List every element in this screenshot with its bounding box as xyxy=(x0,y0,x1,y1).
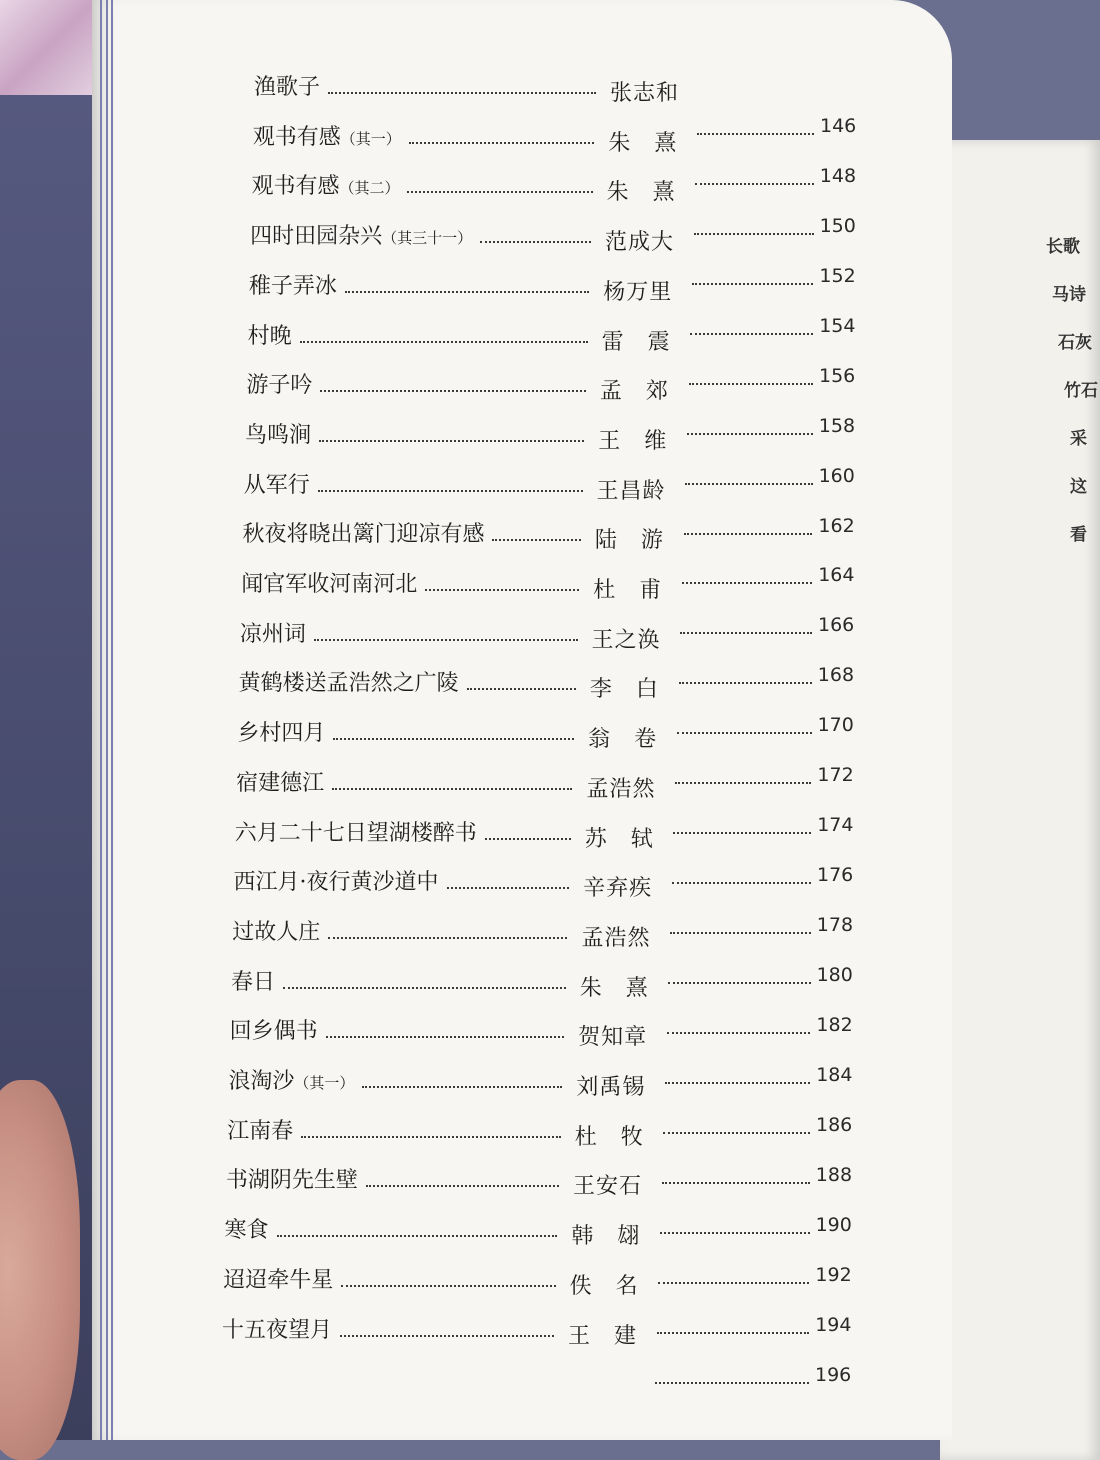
poem-title xyxy=(237,716,325,747)
dot-leader xyxy=(697,133,814,135)
dot-leader xyxy=(492,539,580,541)
page-number: 178 xyxy=(816,914,854,937)
poem-title xyxy=(222,1313,332,1344)
page-number: 156 xyxy=(819,364,856,387)
poem-author: 杜 牧 xyxy=(574,1124,644,1150)
poem-title xyxy=(235,816,477,847)
dot-leader xyxy=(687,433,813,435)
poem-title-main: 闻官军收河南河北 xyxy=(241,572,418,597)
dot-leader xyxy=(655,1382,809,1384)
poem-author: 贺知章 xyxy=(578,1025,648,1051)
page-number: 152 xyxy=(819,264,856,287)
poem-title-main: 春日 xyxy=(230,969,275,995)
poem-title xyxy=(227,1114,293,1145)
poem-title-main: 西江月·夜行黄沙道中 xyxy=(233,870,439,896)
poem-author: 刘禹锡 xyxy=(576,1075,646,1100)
dot-leader xyxy=(677,732,812,734)
poem-author: 王昌龄 xyxy=(596,478,666,504)
poem-title xyxy=(245,418,311,449)
poem-author: 陆 游 xyxy=(594,528,664,554)
poem-title-sub: （其一） xyxy=(294,1074,355,1092)
adjacent-book-page xyxy=(940,140,1100,1460)
poem-author: 韩 翃 xyxy=(571,1224,641,1250)
page-number: 176 xyxy=(817,864,854,887)
poem-title-sub: （其一） xyxy=(340,129,401,148)
dot-leader xyxy=(680,632,812,634)
poem-title xyxy=(249,269,337,300)
dot-leader xyxy=(658,1282,809,1284)
dot-leader xyxy=(682,582,812,584)
adjacent-page-text: 长歌 xyxy=(1046,237,1080,257)
page-number: 190 xyxy=(815,1213,852,1236)
dot-leader xyxy=(345,291,589,293)
poem-title xyxy=(232,915,320,946)
poem-author: 孟浩然 xyxy=(581,925,651,951)
adjacent-page-text: 看 xyxy=(1070,525,1087,545)
dot-leader xyxy=(673,832,811,834)
dot-leader xyxy=(319,440,584,442)
poem-title-main: 回乡偶书 xyxy=(229,1019,318,1045)
poem-title-main: 宿建德江 xyxy=(236,770,325,796)
poem-author: 李 白 xyxy=(589,677,659,703)
hand xyxy=(0,1080,80,1460)
poem-title xyxy=(226,1163,358,1194)
spine-lines xyxy=(100,0,120,1440)
page-number: 162 xyxy=(818,514,855,537)
poem-title-main: 六月二十七日望湖楼醉书 xyxy=(234,820,477,846)
dot-leader xyxy=(690,333,813,335)
dot-leader xyxy=(326,1036,564,1038)
page-number: 182 xyxy=(816,1013,853,1036)
poem-author: 孟 郊 xyxy=(599,379,669,405)
poem-author: 雷 震 xyxy=(601,329,671,355)
page-number: 158 xyxy=(818,414,856,437)
dot-leader xyxy=(366,1185,559,1187)
poem-author: 孟浩然 xyxy=(586,776,656,802)
page-number: 150 xyxy=(819,214,856,237)
dot-leader xyxy=(283,987,566,989)
dot-leader xyxy=(668,982,810,984)
poem-title xyxy=(253,120,401,151)
poem-title-main: 书湖阴先生壁 xyxy=(225,1168,358,1194)
poem-author: 朱 熹 xyxy=(608,130,678,156)
poem-title xyxy=(250,219,472,250)
poem-author: 王 建 xyxy=(568,1323,638,1349)
page-number: 192 xyxy=(815,1263,852,1286)
poem-title-main: 渔歌子 xyxy=(254,75,321,100)
poem-title-main: 观书有感 xyxy=(252,124,341,150)
dot-leader xyxy=(485,838,571,840)
poem-title xyxy=(223,1263,333,1294)
poem-title-main: 过故人庄 xyxy=(232,919,321,945)
dot-leader xyxy=(407,191,592,193)
dot-leader xyxy=(328,92,596,94)
dot-leader xyxy=(362,1086,562,1088)
dot-leader xyxy=(340,1335,554,1337)
poem-author: 朱 熹 xyxy=(579,975,649,1001)
page-number: 146 xyxy=(820,115,857,137)
poem-title xyxy=(230,1014,318,1045)
dot-leader xyxy=(685,483,812,485)
poem-title-main: 村晚 xyxy=(247,323,292,349)
poem-title xyxy=(234,865,439,896)
poem-author: 范成大 xyxy=(604,230,674,256)
poem-title-main: 鸟鸣涧 xyxy=(245,422,312,448)
dot-leader xyxy=(333,738,574,740)
dot-leader xyxy=(675,782,811,784)
dot-leader xyxy=(695,183,813,185)
poem-author: 王之涣 xyxy=(591,627,661,653)
dot-leader xyxy=(672,882,811,884)
dot-leader xyxy=(660,1232,810,1234)
dot-leader xyxy=(409,142,595,144)
poem-title-main: 凉州词 xyxy=(239,621,306,647)
poem-title-main: 游子吟 xyxy=(246,373,313,399)
poem-title xyxy=(236,766,324,797)
dot-leader xyxy=(277,1235,558,1237)
poem-author: 翁 卷 xyxy=(588,727,658,753)
poem-author: 王安石 xyxy=(573,1174,643,1200)
dot-leader xyxy=(328,937,567,939)
dot-leader xyxy=(665,1082,810,1084)
page-number: 186 xyxy=(816,1113,853,1136)
dot-leader xyxy=(341,1285,555,1287)
dot-leader xyxy=(684,533,813,535)
poem-title-main: 秋夜将晓出篱门迎凉有感 xyxy=(242,522,485,548)
adjacent-page-text: 石灰 xyxy=(1058,333,1092,353)
poem-title xyxy=(239,666,459,697)
adjacent-page-text: 这 xyxy=(1070,477,1087,497)
dot-leader xyxy=(667,1032,811,1034)
dot-leader xyxy=(447,887,570,889)
poem-title xyxy=(248,319,292,350)
poem-title xyxy=(240,617,306,648)
poem-title-main: 迢迢牵牛星 xyxy=(223,1267,334,1293)
page-number: 172 xyxy=(817,764,854,787)
page-number: 174 xyxy=(817,814,854,837)
dot-leader xyxy=(425,589,579,591)
poem-title-main: 四时田园杂兴 xyxy=(250,224,383,250)
poem-title-sub: （其三十一） xyxy=(382,229,473,248)
adjacent-page-text: 采 xyxy=(1070,429,1087,449)
page-number: 180 xyxy=(816,963,853,986)
poem-author: 杨万里 xyxy=(603,279,673,305)
poem-title xyxy=(225,1213,269,1244)
dot-leader xyxy=(694,233,814,235)
poem-title xyxy=(254,70,320,101)
dot-leader xyxy=(320,390,586,392)
adjacent-page-text: 竹石 xyxy=(1064,381,1098,401)
dot-leader xyxy=(314,639,578,641)
dot-leader xyxy=(300,341,588,343)
poem-title-main: 乡村四月 xyxy=(237,721,326,747)
page-number: 184 xyxy=(816,1063,853,1086)
poem-title-main: 十五夜望月 xyxy=(222,1317,333,1343)
dot-leader xyxy=(318,490,583,492)
poem-title-main: 寒食 xyxy=(224,1218,269,1244)
page-number: 164 xyxy=(818,564,855,587)
dot-leader xyxy=(662,1182,810,1184)
dot-leader xyxy=(657,1332,810,1334)
page-number: 196 xyxy=(815,1363,852,1386)
page-number: 170 xyxy=(817,714,854,737)
poem-author: 朱 熹 xyxy=(606,180,676,206)
poem-author: 佚 名 xyxy=(569,1273,639,1299)
poem-title xyxy=(242,517,484,548)
poem-author: 辛弃疾 xyxy=(583,876,653,902)
poem-title-main: 观书有感 xyxy=(251,174,340,200)
dot-leader xyxy=(467,688,576,690)
dot-leader xyxy=(332,788,572,790)
dot-leader xyxy=(670,932,811,934)
poem-title-main: 从军行 xyxy=(243,472,310,498)
poem-title-main: 江南春 xyxy=(227,1118,294,1144)
dot-leader xyxy=(301,1136,561,1138)
poem-title-sub: （其二） xyxy=(339,179,400,198)
poem-author: 王 维 xyxy=(598,428,668,454)
page-number: 188 xyxy=(815,1163,853,1186)
poem-title xyxy=(244,468,310,499)
poem-title-main: 黄鹤楼送孟浩然之广陵 xyxy=(238,671,459,697)
poem-title xyxy=(231,965,275,996)
adjacent-page-text: 马诗 xyxy=(1052,285,1086,305)
poem-title-main: 浪淘沙 xyxy=(228,1069,295,1094)
page-number: 160 xyxy=(818,464,855,487)
poem-title-main: 稚子弄冰 xyxy=(248,273,337,299)
dot-leader xyxy=(692,283,813,285)
page-number: 168 xyxy=(817,664,855,687)
page-number: 166 xyxy=(818,614,855,637)
page-number: 148 xyxy=(819,164,857,187)
poem-title xyxy=(246,368,312,399)
poem-title xyxy=(251,169,399,200)
poem-title xyxy=(228,1064,354,1095)
poem-author: 张志和 xyxy=(610,81,680,106)
poem-author: 苏 轼 xyxy=(584,826,654,852)
dot-leader xyxy=(689,383,813,385)
dot-leader xyxy=(679,682,812,684)
page-number: 194 xyxy=(815,1313,852,1336)
poem-title xyxy=(241,567,417,598)
dot-leader xyxy=(663,1132,810,1134)
poem-author: 杜 甫 xyxy=(593,578,663,603)
page-number: 154 xyxy=(819,314,856,337)
dot-leader xyxy=(480,241,591,243)
